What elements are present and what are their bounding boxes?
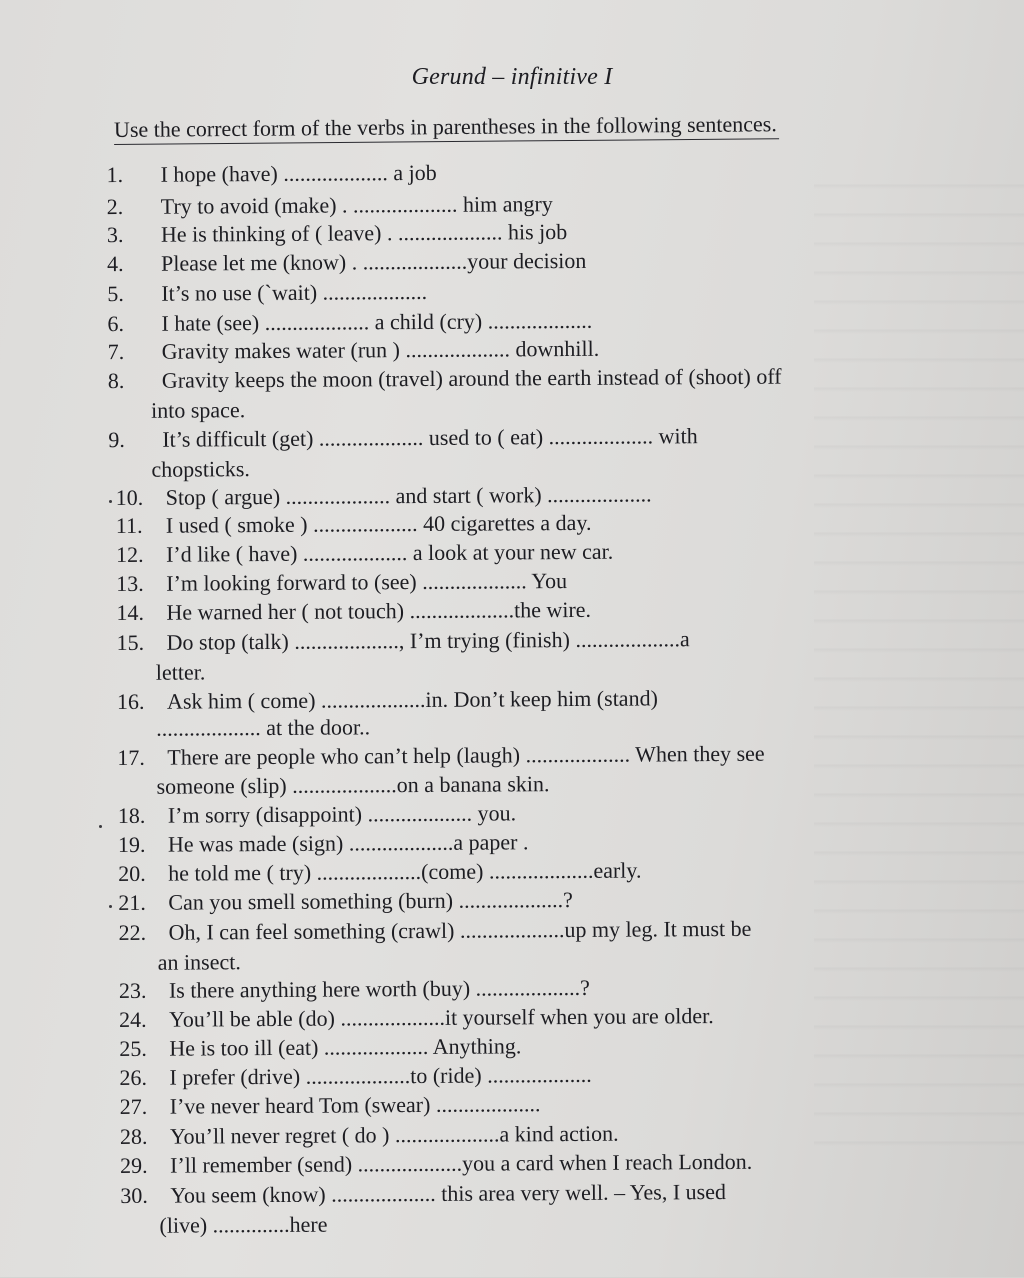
item-number: 23. [118,977,147,1004]
exercise-item [116,539,613,568]
item-number: 5. [107,280,124,307]
item-number: 10. [115,484,144,511]
item-text: Oh, I can feel something (crawl) ...................up my leg. It must be [168,915,752,945]
exercise-item [120,1179,726,1209]
speck [109,500,112,503]
item-text: I prefer (drive) ...................to (ride) ................... [169,1061,592,1090]
item-number: 27. [119,1093,148,1120]
exercise-item [108,336,600,365]
item-continuation: chopsticks. [151,456,250,482]
exercise-item [116,597,591,626]
item-text: Please let me (know) . ...................your decision [161,247,587,276]
item-text: Gravity makes water (run ) ................... downhill. [161,335,600,364]
item-text: He warned her ( not touch) ...................the wire. [166,596,592,625]
exercise-item [108,423,698,453]
item-number: 25. [119,1035,147,1062]
item-number: 17. [117,744,145,771]
exercise-item [117,685,658,715]
item-text: I’m looking forward to (see) ................... You [166,568,568,596]
item-text: Can you smell something (burn) ...................? [168,887,573,915]
item-number: 6. [107,310,125,337]
item-text: He is thinking of ( leave) . ................... his job [160,219,568,247]
item-number: 28. [119,1123,148,1150]
item-number: 11. [115,512,143,539]
item-text: Try to avoid (make) . ................... him angry [160,191,553,219]
item-text: Is there anything here worth (buy) ...................? [168,974,590,1003]
exercise-item [118,800,516,829]
exercise-item [120,1121,619,1150]
exercise-item [118,858,641,887]
item-text: Do stop (talk) ..................., I’m trying (finish) ...................a [166,626,690,655]
instructions: Use the correct form of the verbs in parentheses in the following sentences. [114,110,779,145]
exercise-item [118,887,573,916]
exercise-item [117,741,764,771]
exercise-item [119,1033,521,1062]
item-text: You’ll never regret ( do ) ...................a kind action. [169,1120,619,1149]
item-number: 16. [116,688,145,715]
item-text: It’s no use (`wait) ................... [161,278,428,306]
item-text: Ask him ( come) ...................in. Don’t keep him (stand) [166,685,658,714]
exercise-item [107,279,427,307]
item-continuation: letter. [155,659,206,685]
item-number: 30. [120,1182,148,1209]
exercise-item [116,481,652,511]
item-text: It’s difficult (get) ................... used to ( eat) ................... with [162,423,698,452]
item-number: 8. [107,367,125,394]
item-number: 14. [116,599,145,626]
item-number: 29. [120,1152,148,1179]
item-number: 1. [106,161,124,188]
exercise-item [120,1091,541,1120]
speck [109,905,112,908]
item-text: I’ll remember (send) ...................you a card when I reach London. [170,1148,753,1178]
worksheet-title: Gerund – infinitive I [411,64,613,90]
exercise-item [116,568,567,597]
exercise-item [119,1003,714,1033]
item-continuation: an insect. [157,949,241,975]
exercise-item [107,248,586,277]
exercise-item [106,160,436,188]
exercise-item [117,626,690,656]
item-text: You seem (know) ................... this area very well. – Yes, I used [170,1178,727,1208]
item-number: 26. [119,1064,148,1091]
item-number: 13. [116,570,144,597]
item-number: 24. [119,1006,147,1033]
item-text: Stop ( argue) ................... and start ( work) ................... [165,481,652,510]
exercise-item [118,916,751,946]
item-text: he told me ( try) ...................(come) ...................early. [168,857,642,886]
item-number: 7. [107,338,125,365]
exercise-item [118,829,529,858]
item-number: 3. [106,221,124,248]
item-number: 19. [117,831,146,858]
item-continuation: (live) ..............here [159,1211,328,1238]
item-number: 4. [107,250,124,277]
exercise-item [116,510,592,539]
item-text: I’m sorry (disappoint) ................... you. [167,800,517,828]
exercise-item [108,364,782,394]
item-continuation: ................... at the door.. [156,714,371,741]
item-number: 21. [118,889,146,916]
speck [99,825,102,828]
item-number: 15. [116,629,145,656]
item-continuation: into space. [150,397,246,423]
item-text: I’d like ( have) ................... a look at your new car. [165,538,614,567]
item-text: I used ( smoke ) ................... 40 cigarettes a day. [165,509,592,538]
exercise-item [107,191,553,220]
item-text: I’ve never heard Tom (swear) ................... [169,1091,541,1119]
item-number: 22. [118,919,147,946]
item-number: 18. [117,802,146,829]
item-continuation: someone (slip) ...................on a banana skin. [156,771,550,799]
item-text: I hope (have) ................... a job [160,159,437,187]
item-text: You’ll be able (do) ...................it yourself when you are older. [169,1003,714,1032]
item-number: 12. [115,541,144,568]
item-text: He is too ill (eat) ................... Anything. [169,1033,522,1061]
exercise-item [119,1062,591,1091]
exercise-item [107,219,568,248]
item-number: 20. [118,860,146,887]
item-number: 9. [108,426,125,453]
item-text: He was made (sign) ...................a paper . [167,829,529,857]
item-text: There are people who can’t help (laugh) ................... When they see [167,740,765,770]
item-text: Gravity keeps the moon (travel) around the earth instead of (shoot) off [161,363,782,393]
exercise-item [119,975,590,1004]
item-text: I hate (see) ................... a child (cry) ................... [161,307,593,336]
exercise-item [107,308,592,337]
item-number: 2. [106,193,124,220]
exercise-item [120,1149,752,1179]
